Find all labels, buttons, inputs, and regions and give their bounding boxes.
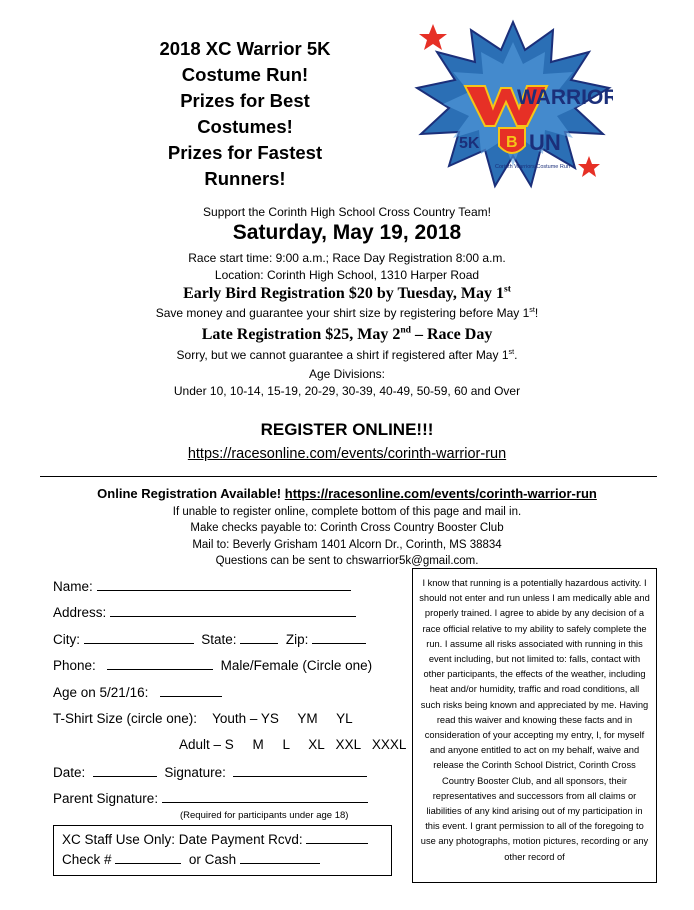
register-online-heading: REGISTER ONLINE!!! bbox=[260, 420, 434, 439]
register-url-link[interactable]: https://racesonline.com/events/corinth-warrior-run bbox=[187, 446, 507, 462]
support-line: Support the Corinth High School Cross Country Team! bbox=[203, 205, 491, 219]
cash-field[interactable] bbox=[240, 851, 320, 864]
required-note: (Required for participants under age 18) bbox=[180, 810, 349, 821]
mail-in-note: If unable to register online, complete bottom of this page and mail in. bbox=[172, 506, 522, 518]
title-line: Costumes! bbox=[197, 116, 293, 137]
sorry-post: . bbox=[514, 348, 518, 362]
late-registration bbox=[0, 326, 694, 344]
late-reg-sup: nd bbox=[400, 324, 411, 336]
save-money-text: Save money and guarantee your shirt size by registering before May 1 bbox=[155, 306, 530, 320]
logo-top-text: WARRIOR bbox=[517, 86, 613, 109]
staff-use-box bbox=[53, 825, 392, 876]
warrior-run-logo bbox=[413, 16, 613, 194]
sorry-text: Sorry, but we cannot guarantee a shirt if registered after May 1 bbox=[176, 348, 509, 362]
race-location: Location: Corinth High School, 1310 Harper Road bbox=[214, 268, 480, 282]
address-label: Address: bbox=[53, 605, 107, 620]
signature-field[interactable] bbox=[233, 764, 367, 777]
age-divisions-list: Under 10, 10-14, 15-19, 20-29, 30-39, 40-49, 50-59, 60 and Over bbox=[173, 384, 521, 398]
name-field[interactable] bbox=[97, 578, 351, 591]
date-label: Date: bbox=[53, 765, 86, 780]
age-row bbox=[53, 684, 222, 700]
tshirt-row bbox=[53, 711, 353, 726]
online-url-link[interactable]: https://racesonline.com/events/corinth-warrior-run bbox=[284, 486, 597, 501]
sorry-sup: st bbox=[508, 347, 515, 356]
logo-5k-text: 5K bbox=[459, 135, 480, 152]
city-label: City: bbox=[53, 632, 80, 647]
age-field[interactable] bbox=[160, 684, 222, 697]
date-field[interactable] bbox=[93, 764, 157, 777]
questions-email: Questions can be sent to chswarrior5k@gmail.com. bbox=[215, 555, 479, 567]
parent-signature-field[interactable] bbox=[162, 790, 368, 803]
early-bird-registration bbox=[0, 285, 694, 303]
name-label: Name: bbox=[53, 579, 93, 594]
title-line: Runners! bbox=[204, 168, 286, 189]
logo-bottom-text: UN bbox=[529, 130, 561, 155]
logo-tagline: Corinth Warriors Costume Run bbox=[495, 164, 570, 170]
youth-sizes[interactable]: Youth – YS YM YL bbox=[212, 711, 353, 726]
title-line: Prizes for Best bbox=[180, 90, 310, 111]
address-field[interactable] bbox=[110, 604, 356, 617]
payment-date-field[interactable] bbox=[306, 831, 368, 844]
save-money-post: ! bbox=[534, 306, 539, 320]
phone-row bbox=[53, 657, 372, 673]
parent-signature-row bbox=[53, 790, 368, 806]
start-time: Race start time: 9:00 a.m.; Race Day Registration 8:00 a.m. bbox=[188, 251, 506, 265]
title-line: Prizes for Fastest bbox=[167, 142, 323, 163]
svg-text:B: B bbox=[506, 134, 518, 151]
zip-field[interactable] bbox=[312, 631, 366, 644]
state-field[interactable] bbox=[240, 631, 278, 644]
save-money-line bbox=[0, 306, 694, 320]
parent-signature-label: Parent Signature: bbox=[53, 791, 159, 806]
event-title bbox=[120, 36, 370, 192]
age-divisions-title: Age Divisions: bbox=[308, 367, 386, 381]
name-row bbox=[53, 578, 351, 594]
phone-field[interactable] bbox=[107, 657, 213, 670]
title-line: 2018 XC Warrior 5K bbox=[159, 38, 331, 59]
age-label: Age on 5/21/16: bbox=[53, 685, 149, 700]
title-line: Costume Run! bbox=[181, 64, 309, 85]
signature-label: Signature: bbox=[164, 765, 226, 780]
staff-payment-label: XC Staff Use Only: Date Payment Rcvd: bbox=[62, 832, 303, 847]
gender-label: Male/Female (Circle one) bbox=[220, 658, 373, 673]
check-number-field[interactable] bbox=[115, 851, 181, 864]
staff-payment-row bbox=[62, 830, 383, 850]
early-bird-sup: st bbox=[503, 283, 511, 295]
mail-to-address: Mail to: Beverly Grisham 1401 Alcorn Dr., Corinth, MS 38834 bbox=[192, 539, 502, 551]
zip-label: Zip: bbox=[285, 632, 309, 647]
checks-payable-note: Make checks payable to: Corinth Cross Country Booster Club bbox=[190, 522, 504, 534]
race-date: Saturday, May 19, 2018 bbox=[232, 221, 462, 244]
adult-sizes[interactable]: Adult – S M L XL XXL XXXL bbox=[179, 737, 407, 752]
cash-label: or Cash bbox=[188, 852, 237, 867]
section-divider bbox=[40, 476, 657, 477]
phone-label: Phone: bbox=[53, 658, 96, 673]
tshirt-label: T-Shirt Size (circle one): bbox=[53, 711, 198, 726]
check-label: Check # bbox=[62, 852, 112, 867]
date-signature-row bbox=[53, 764, 367, 780]
city-state-zip-row bbox=[53, 631, 366, 647]
late-reg-post: – Race Day bbox=[411, 326, 493, 343]
save-money-sup: st bbox=[529, 305, 535, 314]
online-registration-line bbox=[0, 486, 694, 501]
address-row bbox=[53, 604, 356, 620]
city-field[interactable] bbox=[84, 631, 194, 644]
early-bird-text: Early Bird Registration $20 by Tuesday, May 1 bbox=[183, 285, 504, 302]
state-label: State: bbox=[201, 632, 237, 647]
shirt-guarantee-note bbox=[0, 348, 694, 362]
online-label: Online Registration Available! bbox=[97, 486, 282, 501]
waiver-text-box: I know that running is a potentially hazardous activity. I should not enter and run unless I am medically able and properly trained. I agree to abide by any decision of a race official relative to my ability to safely complete the run. I assume all risks associated with running in this event including, but not limited to: falls, contact with other participants, the effects of the weather, including heat and/or humidity, traffic and road conditions, all such risks being known and appreciated by me. Having read this waiver and knowing these facts and in consideration of your accepting my entry, I, for myself and anyone entitled to act on my behalf, waive and release the Corinth School District, Corinth Cross Country Booster Club, and all sponsors, their representatives and successors from all claims or liabilities of any kind arising out of my participation in this event. I grant permission to all of the foregoing to use any photographs, motion pictures, recording or any other record of bbox=[412, 568, 657, 883]
late-reg-text: Late Registration $25, May 2 bbox=[201, 326, 401, 343]
staff-check-row bbox=[62, 850, 383, 870]
